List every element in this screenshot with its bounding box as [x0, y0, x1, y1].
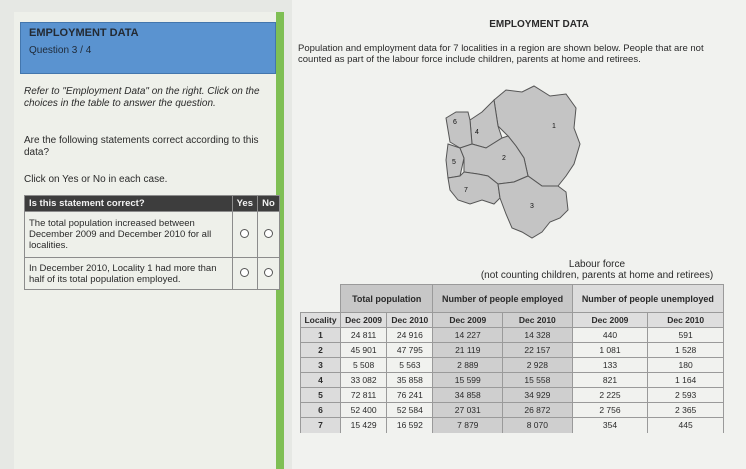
statement-2: In December 2010, Locality 1 had more than half of its total population employed.	[25, 258, 233, 290]
table-row: 4 33 082 35 858 15 599 15 558 821 1 164	[301, 373, 724, 388]
statement-2-no-radio[interactable]	[264, 268, 273, 277]
yes-column-header: Yes	[232, 196, 257, 212]
no-column-header: No	[258, 196, 280, 212]
labour-force-title: Labour force	[568, 259, 626, 270]
question-number: Question 3 / 4	[29, 45, 92, 56]
map-label-3: 3	[530, 203, 534, 210]
question-prompt: Are the following statements correct according to this data?	[24, 135, 259, 158]
statement-2-yes-radio[interactable]	[240, 268, 249, 277]
region-map	[442, 82, 592, 242]
unemployed-header: Number of people unemployed	[572, 285, 723, 313]
employment-data-table	[300, 284, 724, 433]
data-panel	[292, 0, 746, 469]
click-hint: Click on Yes or No in each case.	[24, 174, 168, 185]
unemployed-dec2009-header: Dec 2009	[572, 313, 648, 328]
employed-header: Number of people employed	[433, 285, 572, 313]
labour-force-heading	[472, 259, 722, 281]
map-label-1: 1	[552, 123, 556, 130]
employed-dec2010-header: Dec 2010	[503, 313, 573, 328]
table-row: 2 45 901 47 795 21 119 22 157 1 081 1 528	[301, 343, 724, 358]
answer-table-header: Is this statement correct?	[25, 196, 233, 212]
locality-column-header: Locality	[301, 313, 341, 328]
employed-dec2009-header: Dec 2009	[433, 313, 503, 328]
unemployed-dec2010-header: Dec 2010	[648, 313, 724, 328]
question-instruction: Refer to "Employment Data" on the right. Click on the choices in the table to answer the question.	[24, 86, 260, 109]
table-row: 3 5 508 5 563 2 889 2 928 133 180	[301, 358, 724, 373]
map-label-4: 4	[475, 129, 479, 136]
question-header	[20, 22, 276, 74]
total-population-header: Total population	[341, 285, 433, 313]
table-row: 7 15 429 16 592 7 879 8 070 354 445	[301, 418, 724, 433]
question-panel	[14, 12, 284, 469]
map-locality-6	[446, 112, 472, 148]
answer-table	[24, 195, 280, 290]
map-label-7: 7	[464, 187, 468, 194]
map-label-6: 6	[453, 119, 457, 126]
table-row: 1 24 811 24 916 14 227 14 328 440 591	[301, 328, 724, 343]
data-panel-title: EMPLOYMENT DATA	[489, 19, 589, 30]
statement-1-yes-radio[interactable]	[240, 229, 249, 238]
labour-force-subtitle: (not counting children, parents at home and retirees)	[480, 270, 714, 281]
statement-1: The total population increased between December 2009 and December 2010 for all localities.	[25, 212, 233, 258]
map-label-5: 5	[452, 159, 456, 166]
data-panel-description: Population and employment data for 7 localities in a region are shown below. People that are not counted as part of the labour force include children, parents at home and retirees.	[298, 43, 704, 65]
table-row: 5 72 811 76 241 34 858 34 929 2 225 2 593	[301, 388, 724, 403]
question-section-title: EMPLOYMENT DATA	[29, 27, 139, 39]
table-row: 6 52 400 52 584 27 031 26 872 2 756 2 365	[301, 403, 724, 418]
total-dec2010-header: Dec 2010	[387, 313, 433, 328]
map-label-2: 2	[502, 155, 506, 162]
total-dec2009-header: Dec 2009	[341, 313, 387, 328]
statement-1-no-radio[interactable]	[264, 229, 273, 238]
